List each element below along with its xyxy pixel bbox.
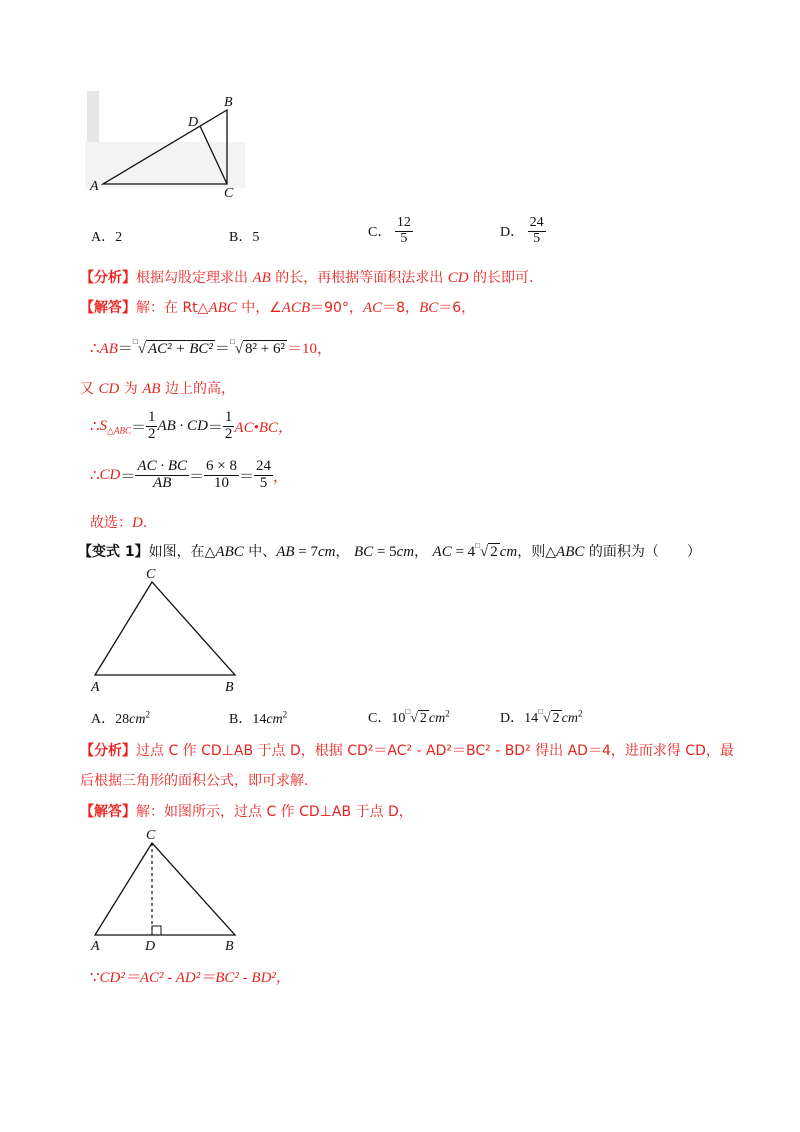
option-label: A． (91, 712, 116, 727)
fraction: $\frac{6 \times 8}{10}$ (206, 458, 237, 491)
option-value: 2 (115, 230, 123, 245)
math-var: ACB (281, 300, 311, 316)
analysis-text: 的长，再根据等面积法求出 (270, 270, 448, 286)
math-var: CD (447, 270, 469, 286)
text: 的面积为（ ） (584, 544, 701, 560)
vertex-label-d: D (145, 939, 156, 954)
analysis-tag: 【分析】 (80, 743, 136, 759)
math-var: CD (99, 466, 121, 483)
figure-triangle (85, 565, 245, 695)
fraction: $\frac{1}{2}$ (224, 409, 233, 442)
option-label: A． (91, 230, 116, 245)
math-var: AC (432, 544, 452, 560)
unit: cm (561, 711, 578, 726)
unit: cm (266, 712, 283, 727)
math-var: ABC (208, 300, 237, 316)
analysis-2-line-2 (80, 770, 308, 790)
option-d[interactable] (500, 216, 546, 246)
answer-1 (90, 512, 147, 532)
step-height (80, 378, 235, 398)
math-var: ABC (215, 544, 244, 560)
step-pythagoras (90, 966, 291, 987)
text: ，则△ (517, 544, 557, 560)
right-angle-mark (152, 926, 161, 935)
vertex-label-c: C (224, 186, 234, 200)
figure-triangle-altitude (85, 822, 245, 957)
option-label: C． (368, 225, 392, 241)
equals: ＝ (120, 468, 136, 485)
math-var: BC (419, 300, 439, 316)
radical: □√ 8² + 6² (229, 337, 285, 357)
analysis-text: 的长即可. (468, 270, 534, 286)
triangle-abc (95, 843, 235, 935)
vertex-label-a: A (90, 179, 99, 194)
analysis-text: 根据勾股定理求出 (136, 270, 253, 286)
equals: ＝ (130, 419, 146, 436)
radical: □√ 2 (405, 707, 427, 726)
vertex-label-c: C (146, 567, 156, 582)
punctuation: ， (273, 468, 289, 485)
vertex-label-d: D (188, 115, 199, 130)
solution-text: 中，∠ (236, 300, 282, 316)
punctuation: . (142, 515, 148, 531)
option-value: 28 (115, 712, 130, 727)
superscript: 2 (445, 708, 450, 719)
math-var: CD (98, 381, 120, 397)
solution-text: ＝6， (438, 300, 476, 316)
option-value: 14 (252, 712, 267, 727)
unit: cm (129, 712, 146, 727)
superscript: 2 (145, 709, 150, 720)
option-label: D． (500, 225, 525, 241)
text: 为 (119, 381, 143, 397)
fraction: $\frac{24}{5}$ (256, 458, 271, 491)
analysis-tag: 【分析】 (80, 270, 136, 286)
variant-tag: 【变式 1】 (78, 544, 149, 560)
option-c[interactable] (368, 216, 413, 246)
math-expr: = 5 (373, 544, 397, 560)
therefore-symbol: ∴ (90, 418, 100, 435)
figure-right-triangle (85, 90, 255, 200)
analysis-2-line-1 (80, 740, 734, 760)
vertex-label-a: A (91, 939, 100, 954)
option-b[interactable] (229, 226, 259, 246)
vertex-label-a: A (91, 680, 100, 695)
option-value: 5 (252, 230, 260, 245)
option-label: D． (500, 711, 525, 726)
subscript: △ABC (107, 425, 131, 436)
option-label: C． (368, 711, 392, 726)
solution-text: 解：如图所示，过点 C 作 CD⊥AB 于点 D， (136, 804, 413, 820)
triangle-abc (95, 582, 235, 675)
radical: □√ AC² + BC² (132, 337, 213, 357)
vertex-label-b: B (225, 939, 234, 954)
equals: ＝ (189, 468, 205, 485)
math-expr: AB · CD (157, 417, 208, 434)
punctuation: ， (335, 544, 350, 560)
math-var: ABC (556, 544, 585, 560)
fraction: $\frac{24}{5}$ (529, 215, 544, 246)
analysis-text: 过点 C 作 CD⊥AB 于点 D，根据 CD²＝AC² - AD²＝BC² - BD² 得出 AD＝4，进而求得 CD，最 (136, 743, 734, 759)
superscript: 2 (577, 708, 583, 719)
unit: cm (499, 544, 518, 560)
option-label: B． (229, 712, 253, 727)
step-cd-value (90, 459, 288, 492)
because-symbol: ∵ (90, 970, 100, 986)
math-var: AC (362, 300, 383, 316)
math-var: S (99, 417, 108, 434)
option-label: B． (229, 230, 253, 245)
math-var: AB (99, 341, 118, 357)
fraction: $\frac{1}{2}$ (147, 409, 156, 442)
step-ab-length (90, 337, 332, 358)
answer-letter: D (132, 515, 143, 531)
answer-text: 故选： (90, 515, 132, 531)
text: 又 (80, 381, 99, 397)
therefore-symbol: ∴ (90, 467, 100, 484)
option-c[interactable] (368, 707, 450, 727)
unit: cm (318, 544, 336, 560)
option-value: 10 (391, 711, 406, 726)
fraction: $\frac{AC \cdot BC}{AB}$ (137, 458, 187, 491)
fraction: $\frac{12}{5}$ (396, 215, 411, 246)
punctuation: ， (414, 544, 429, 560)
analysis-1 (80, 267, 533, 287)
vertex-label-c: C (146, 828, 156, 843)
option-b[interactable] (229, 708, 287, 728)
option-value: 14 (524, 711, 539, 726)
text: 如图，在△ (148, 544, 216, 560)
solution-tag: 【解答】 (80, 300, 136, 316)
math-var: AB (276, 544, 295, 560)
option-a[interactable] (91, 708, 150, 728)
math-expr: = 4 (451, 544, 476, 560)
solution-tag: 【解答】 (80, 804, 136, 820)
variant-1-question (78, 541, 701, 561)
math-expr: AC•BC， (234, 419, 294, 436)
solution-text: ＝8， (382, 300, 420, 316)
therefore-symbol: ∴ (90, 341, 100, 357)
result: ＝10， (286, 341, 332, 357)
vertex-label-b: B (224, 95, 233, 110)
equals: ＝ (207, 419, 223, 436)
math-expr: = 7 (294, 544, 318, 560)
analysis-text: 后根据三角形的面积公式，即可求解. (80, 773, 309, 789)
math-expr: CD²＝AC² - AD²＝BC² - BD²， (99, 970, 291, 986)
equals: ＝ (117, 341, 133, 357)
step-area-formula (90, 410, 293, 443)
option-d[interactable] (500, 707, 582, 727)
radical: □√ 2 (475, 541, 498, 560)
equals: ＝ (214, 341, 230, 357)
superscript: 2 (282, 709, 288, 720)
radical: □√ 2 (538, 707, 560, 726)
solution-text: 解：在 Rt△ (136, 300, 209, 316)
equals: ＝ (238, 468, 254, 485)
unit: cm (428, 711, 446, 726)
solution-1 (80, 297, 475, 317)
math-var: AB (252, 270, 271, 286)
solution-2 (80, 801, 413, 821)
math-var: BC (353, 544, 374, 560)
text: 边上的高， (160, 381, 235, 397)
math-var: AB (142, 381, 161, 397)
text: 中、 (243, 544, 277, 560)
unit: cm (396, 544, 415, 560)
option-a[interactable] (91, 226, 122, 246)
vertex-label-b: B (225, 680, 234, 695)
solution-text: ＝90°， (310, 300, 363, 316)
